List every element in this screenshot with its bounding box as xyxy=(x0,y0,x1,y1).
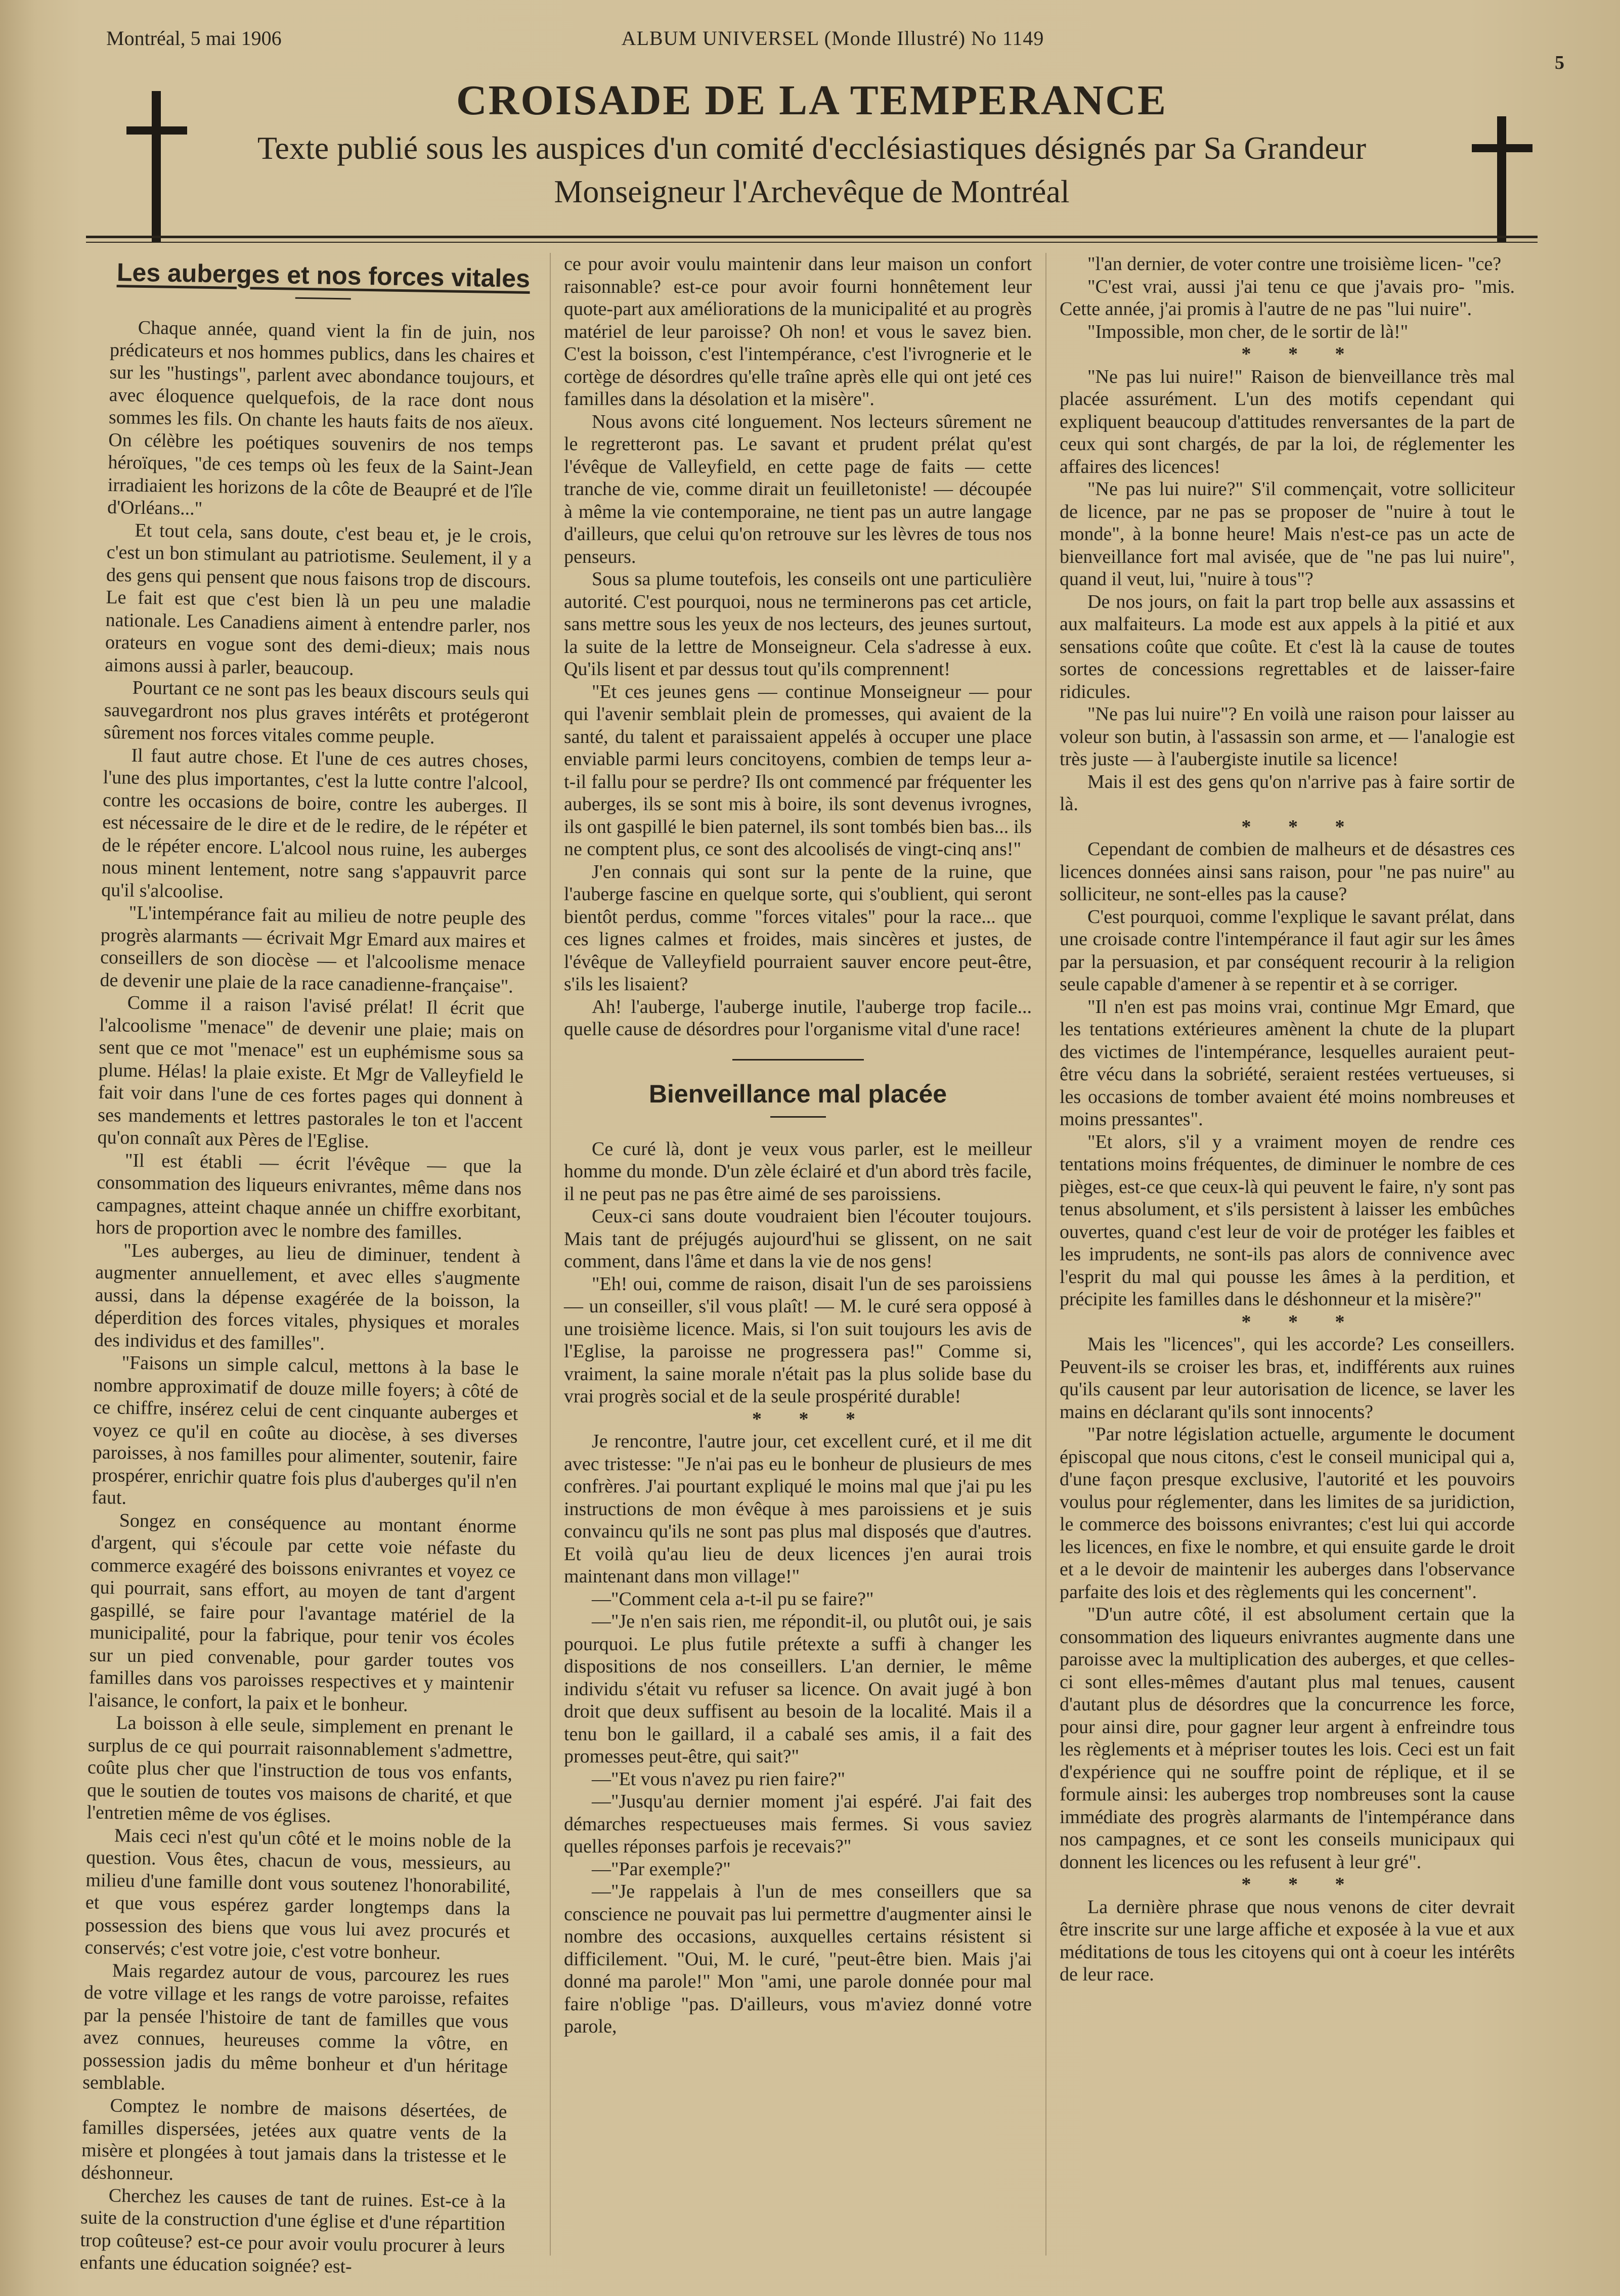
issue-date: Montréal, 5 mai 1906 xyxy=(106,27,282,50)
paragraph: "Impossible, mon cher, de le sortir de là!" xyxy=(1087,321,1409,342)
title-rule xyxy=(770,1116,826,1118)
banner xyxy=(86,66,1538,248)
paragraph: Mais les "licences", qui les accorde? Les conseillers. Peuvent-ils se croiser les bras, et, indifférents aux ruines qu'ils causent par leur autorisation de licence, se laver les mains en déclarant qu'ils sont innocents? xyxy=(1060,1334,1515,1423)
running-head xyxy=(101,26,1564,73)
paragraph: Je rencontre, l'autre jour, cet excellent curé, et il me dit avec tristesse: "Je n'ai pas eu le bonheur de plusieurs de mes confrères. J'ai pourtant expliqué le moins mal que j'ai pu les instructions de mon évêque à mes paroissiens et je suis convaincu qu'ils ne sont pas plus mal disposés que d'autres. Et voilà qu'au lieu de deux licences j'en aurai trois maintenant dans mon village!" xyxy=(564,1431,1032,1587)
paragraph: —"Je rappelais à l'un de mes conseillers que sa conscience ne pouvait pas lui permettre d'augmenter ainsi le nombre des occasions, auxquelles certains résistent si difficilement. "Oui, M. le curé, "peut-être bien. Mais j'ai donné ma parole!" Mon "ami, une parole donnée pour mal faire n'oblige "pas. D'ailleurs, vous m'aviez donné votre parole, xyxy=(564,1881,1032,2037)
banner-subtitle-line1: Texte publié sous les auspices d'un comité d'ecclésiastiques désignés par Sa Grandeur xyxy=(257,130,1367,166)
paragraph: Mais il est des gens qu'on n'arrive pas à faire sortir de là. xyxy=(1060,771,1515,815)
banner-subtitle-line2: Monseigneur l'Archevêque de Montréal xyxy=(554,173,1070,209)
paragraph: "Il n'en est pas moins vrai, continue Mgr Emard, que les tentations extérieures amènent la chute de la plupart des victimes de l'intempérance, lesquelles auraient peut-être vécu dans la sobriété, seraient restées vertueuses, si les occasions de tomber avaient été moins nombreuses et moins pressantes". xyxy=(1060,996,1515,1130)
section-rule xyxy=(732,1059,864,1061)
paragraph: Comme il a raison l'avisé prélat! Il écrit que l'alcoolisme "menace" de devenir une plaie; mais on sent que ce mot "menace" est un euphémisme sous sa plume. Hélas! la plaie existe. Et Mgr de Valleyfield le fait voir dans l'une de ces fortes pages qui donnent à ses mandements et lettres pastorales le ton et l'accent qu'on connaît aux Pères de l'Eglise. xyxy=(97,992,525,1153)
paragraph: "Et alors, s'il y a vraiment moyen de rendre ces tentations moins fréquentes, de diminuer le nombre de ces pièges, est-ce que ceux-là qui peuvent le faire, n'y sont pas tenus absolument, et s'ils persistent à laisser les embûches ouvertes, quand c'est leur de voir de protéger les faibles et les imprudents, ne sont-ils pas alors de connivence avec l'esprit du mal qui pousse les âmes à la perdition, et précipite les familles dans le déshonneur et la misère?" xyxy=(1060,1131,1515,1310)
paragraph: "C'est vrai, aussi j'ai tenu ce que j'avais pro- "mis. Cette année, j'ai promis à l'autre de ne pas "lui nuire". xyxy=(1060,276,1515,320)
paragraph: J'en connais qui sont sur la pente de la ruine, que l'auberge fascine en quelque sorte, qui s'oublient, qui seront bientôt perdus, comme "forces vitales" pour la race... que ces lignes calmes et froides, mais sincères et justes, de l'évêque de Valleyfield pourraient sauver encore peut-être, s'ils les lisaient? xyxy=(564,861,1032,995)
paragraph: "D'un autre côté, il est absolument certain que la consommation des liqueurs enivrantes augmente dans une paroisse avec la multiplication des auberges, et que celles-ci sont elles-mêmes d'autant plus mal tenues, causent d'autant plus de désordres que la concurrence les force, pour ainsi dire, pour gagner leur argent à enfreindre tous les règlements et à mépriser toutes les lois. Ceci est un fait d'expérience qui ne souffre point de réplique, et il se formule ainsi: les auberges trop nombreuses sont la cause immédiate des progrès alarmants de l'intempérance dans nos campagnes, et ce sont les conseils municipaux qui donnent les licences ou les refusent à leur gré". xyxy=(1060,1604,1515,1873)
paragraph: Ce curé là, dont je veux vous parler, est le meilleur homme du monde. D'un zèle éclairé et d'un abord très facile, il ne peut pas ne pas être aimé de ses paroissiens. xyxy=(564,1138,1032,1205)
paragraph: —"Et vous n'avez pu rien faire?" xyxy=(592,1768,846,1790)
paragraph: La boisson à elle seule, simplement en prenant le surplus de ce qui pourrait raisonnablement s'admettre, coûte plus cher que l'instruction de tous vos enfants, que le soutien de toutes vos maisons de charité, et que l'entretien même de vos églises. xyxy=(86,1712,513,1827)
banner-subtitle xyxy=(86,126,1538,213)
paragraph: "Et ces jeunes gens — continue Monseigneur — pour qui l'avenir semblait plein de promesses, qui avaient de la santé, du talent et paraissaient appelés à occuper une place enviable parmi leurs concitoyens, combien de temps leur a-t-il fallu pour se perdre? Ils ont commencé par fréquenter les auberges, ils se sont mis à boire, ils sont devenus ivrognes, ils ont gaspillé le bien paternel, ils sont tombés bien bas... ils ne comptent plus, ce sont des alcoolisés de vingt-cinq ans!" xyxy=(564,681,1032,860)
paragraph: "Il est établi — écrit l'évêque — que la consommation des liqueurs enivrantes, même dans nos campagnes, atteint chaque année un chiffre exorbitant, hors de proportion avec le nombre des familles. xyxy=(96,1150,522,1244)
title-rule xyxy=(295,297,351,300)
column-divider xyxy=(1045,253,1046,2256)
page-number: 5 xyxy=(1555,52,1564,73)
paragraph: Pourtant ce ne sont pas les beaux discours seuls qui sauvegardront nos plus graves intérêts et protégeront sûrement nos forces vitales comme peuple. xyxy=(103,677,530,748)
paragraph: Ah! l'auberge, l'auberge inutile, l'auberge trop facile... quelle cause de désordres pour l'organisme vital d'une race! xyxy=(564,996,1032,1040)
paragraph: Chaque année, quand vient la fin de juin, nos prédicateurs et nos hommes publics, dans les chaires et sur les "hustings", parlent avec abondance toujours, et avec éloquence quelquefois, de la race dont nous sommes les fils. On chante les hauts faits de nos aïeux. On célèbre les poétiques souvenirs de nos temps héroïques, "de ces temps où les feux de la Saint-Jean irradiaient les horizons de la côte de Beaupré et de l'île d'Orléans..." xyxy=(107,317,536,519)
paragraph: Cherchez les causes de tant de ruines. Est-ce à la suite de la construction d'une église et d'une répartition trop coûteuse? est-ce pour avoir voulu procurer à leurs enfants une éducation soignée? est- xyxy=(79,2184,506,2277)
paragraph: "l'an dernier, de voter contre une troisième licen- "ce? xyxy=(1087,253,1502,275)
banner-title: CROISADE DE LA TEMPERANCE xyxy=(456,77,1167,124)
paragraph: —"Par exemple?" xyxy=(592,1858,731,1880)
paragraph: "Eh! oui, comme de raison, disait l'un de ses paroissiens — un conseiller, s'il vous plaît! — M. le curé sera opposé à une troisième licence. Mais, si l'on suit toujours les avis de l'Eglise, la paroisse ne progressera pas!" Comme si, vraiment, la saine morale n'était pas la plus solide base du vrai progrès social et de la seule prospérité durable! xyxy=(564,1273,1032,1407)
paragraph: La dernière phrase que nous venons de citer devrait être inscrite sur une large affiche et exposée à la vue et aux méditations de tous les citoyens qui ont à coeur les intérêts de leur race. xyxy=(1060,1896,1515,1985)
banner-rule xyxy=(86,236,1538,238)
paragraph: Sous sa plume toutefois, les conseils ont une particulière autorité. C'est pourquoi, nous ne terminerons pas cet article, sans mettre sous les yeux de nos lecteurs, des jeunes surtout, la suite de la lettre de Monseigneur. Cela s'adresse à eux. Qu'ils lisent et par dessus tout qu'ils comprennent! xyxy=(564,568,1032,680)
paragraph: C'est pourquoi, comme l'explique le savant prélat, dans une croisade contre l'intempérance il faut agir sur les âmes par la persuasion, et par conséquent recourir à la religion seule capable d'amener à se repentir et à se corriger. xyxy=(1060,906,1515,995)
column-3 xyxy=(1060,253,1515,2266)
paragraph: De nos jours, on fait la part trop belle aux assassins et aux malfaiteurs. La mode est aux appels à la pitié et aux sensations coûte que coûte. Et c'est là la cause de toutes sortes de concessions regrettables et de laisser-faire ridicules. xyxy=(1060,591,1515,702)
article-title: Les auberges et nos forces vitales xyxy=(116,258,531,293)
paragraph: Il faut autre chose. Et l'une de ces autres choses, l'une des plus importantes, c'est la lutte contre l'alcool, contre les occasions de boire, contre les auberges. Il est nécessaire de le dire et de le redire, de le répéter et de le répéter encore. L'alcool nous ruine, les auberges nous minent lentement, notre sang s'appauvrit parce qu'il s'alcoolise. xyxy=(101,744,529,903)
section-separator: * * * xyxy=(1241,816,1361,837)
column-1 xyxy=(79,253,536,2277)
article-title: Bienveillance mal placée xyxy=(648,1079,947,1108)
publication-title: ALBUM UNIVERSEL (Monde Illustré) No 1149 xyxy=(621,27,1044,50)
paragraph: Cependant de combien de malheurs et de désastres ces licences données ainsi sans raison, pour "ne pas nuire" au solliciteur, ne sont-elles pas la cause? xyxy=(1060,838,1515,905)
paragraph: —"Je n'en sais rien, me répondit-il, ou plutôt oui, je sais pourquoi. Le plus futile prétexte a suffi à changer les dispositions de nos conseillers. L'an dernier, le même individu s'était vu refuser sa licence. On avait jugé à bon droit que deux suffisent au besoin de la localité. Mais il a tenu bon le gaillard, il a cabalé ses amis, il a fait des promesses peut-être, qui sait?" xyxy=(564,1611,1032,1767)
paragraph: Et tout cela, sans doute, c'est beau et, je le crois, c'est un bon stimulant au patriotisme. Seulement, il y a des gens qui pensent que nous faisons trop de discours. Le fait est que c'est bien là un peu une maladie nationale. Les Canadiens aiment à entendre parler, nos orateurs en vogue sont des demi-dieux; mais nous aimons aussi à parler, beaucoup. xyxy=(105,519,532,680)
paragraph: —"Jusqu'au dernier moment j'ai espéré. J'ai fait des démarches respectueuses mais fermes. Si vous saviez quelles réponses parfois je recevais?" xyxy=(564,1791,1032,1857)
paragraph: Nous avons cité longuement. Nos lecteurs sûrement ne le regretteront pas. Le savant et prudent prélat qu'est l'évêque de Valleyfield, en cette page de faits — cette tranche de vie, comme dirait un feuilletoniste! — découpée à même la vie contemporaine, ne tient pas un autre langage d'ailleurs, que celui qu'on retrouve sur les lèvres de tous nos penseurs. xyxy=(564,411,1032,567)
paragraph: ce pour avoir voulu maintenir dans leur maison un confort raisonnable? est-ce pour avoir fourni honnêtement leur quote-part aux améliorations de la municipalité et au progrès matériel de leur paroisse? Oh non! et vous le savez bien. C'est la boisson, c'est l'intempérance, c'est l'ivrognerie et le cortège de désordres qu'elle traîne après elle qui ont jeté ces familles dans la désolation et la misère". xyxy=(564,253,1032,410)
paragraph: "Ne pas lui nuire!" Raison de bienveillance très mal placée assurément. L'un des motifs cependant qui expliquent beaucoup d'attitudes renversantes de la part de ceux qui sont chargés, de par la loi, de réglementer les affaires des licences! xyxy=(1060,366,1515,477)
paragraph: Comptez le nombre de maisons désertées, de familles dispersées, jetées aux quatre vents de la misère et plongées à tout jamais dans la tristesse et le déshonneur. xyxy=(81,2094,507,2185)
section-separator: * * * xyxy=(752,1408,871,1430)
column-divider xyxy=(550,253,551,2256)
section-separator: * * * xyxy=(1241,1311,1361,1333)
paragraph: "Par notre législation actuelle, argumente le document épiscopal que nous citons, c'est le conseil municipal qui a, d'une façon presque exclusive, l'autorité et les pouvoirs voulus pour réglementer, dans les limites de sa juridiction, le commerce des boissons enivrantes; c'est lui qui accorde les licences, en fixe le nombre, et qui ensuite garde le droit et a le devoir de maintenir les auberges dans l'observance parfaite des lois et des règlements qui les concernent". xyxy=(1060,1424,1515,1603)
paragraph: "Ne pas lui nuire?" S'il commençait, votre solliciteur de licence, par ne pas se proposer de "nuire à tout le monde", à la bonne heure! Mais n'est-ce pas un acte de bienveillance fort mal avisée, que de "ne pas lui nuire", quand il veut, lui, "nuire à tous"? xyxy=(1060,478,1515,590)
paragraph: Mais ceci n'est qu'un côté et le moins noble de la question. Vous êtes, chacun de vous, messieurs, au milieu d'une famille dont vous soutenez l'honorabilité, et que vous espérez garder longtemps dans la possession des biens que vous lui avez procurés et conservés; c'est votre joie, c'est votre bonheur. xyxy=(84,1824,512,1964)
paragraph: "L'intempérance fait au milieu de notre peuple des progrès alarmants — écrivait Mgr Emard aux maires et conseillers de son diocèse — et l'alcoolisme menace de devenir une plaie de la race canadienne-française". xyxy=(100,902,526,997)
section-separator: * * * xyxy=(1241,1874,1361,1895)
column-2 xyxy=(564,253,1032,2266)
paragraph: —"Comment cela a-t-il pu se faire?" xyxy=(592,1588,874,1610)
paragraph: "Ne pas lui nuire"? En voilà une raison pour laisser au voleur son butin, à l'assassin son arme, et — l'analogie est très juste — à l'aubergiste inutile sa licence! xyxy=(1060,703,1515,770)
paragraph: Ceux-ci sans doute voudraient bien l'écouter toujours. Mais tant de préjugés aujourd'hui se glissent, on ne sait comment, dans l'âme et dans la vie de nos gens! xyxy=(564,1206,1032,1272)
banner-rule xyxy=(86,242,1538,243)
section-separator: * * * xyxy=(1241,343,1361,365)
paragraph: "Faisons un simple calcul, mettons à la base le nombre approximatif de douze mille foyers; à côté de ce chiffre, insérez celui de cent cinquante auberges et voyez ce qu'il en coûte au diocèse, à ses diverses paroisses, à nos familles pour alimenter, soutenir, faire prospérer, enrichir quatre fois plus d'auberges qu'il n'en faut. xyxy=(92,1352,519,1509)
paragraph: Mais regardez autour de vous, parcourez les rues de votre village et les rangs de votre paroisse, refaites par la pensée l'histoire de tant de familles que vous avez connues, heureuses comme la vôtre, en possession jadis du même bonheur et d'un héritage semblable. xyxy=(82,1959,510,2095)
paragraph: "Les auberges, au lieu de diminuer, tendent à augmenter annuellement, et avec elles s'augmente aussi, dans la dépense exagérée de la boisson, la déperdition des forces vitales, physiques et morales des individus et des familles". xyxy=(94,1240,521,1354)
paragraph: Songez en conséquence au montant énorme d'argent, qui s'écoule par cette voie néfaste du commerce exagéré des boissons enivrantes et voyez ce qui pourrait, sans effort, au moyen de tant d'argent gaspillé, se faire pour l'avantage matériel de la municipalité, pour la fabrique, pour tenir vos écoles sur un pied convenable, pour garder toutes vos familles dans vos paroisses respectives et y maintenir l'aisance, le confort, la paix et le bonheur. xyxy=(88,1510,516,1716)
